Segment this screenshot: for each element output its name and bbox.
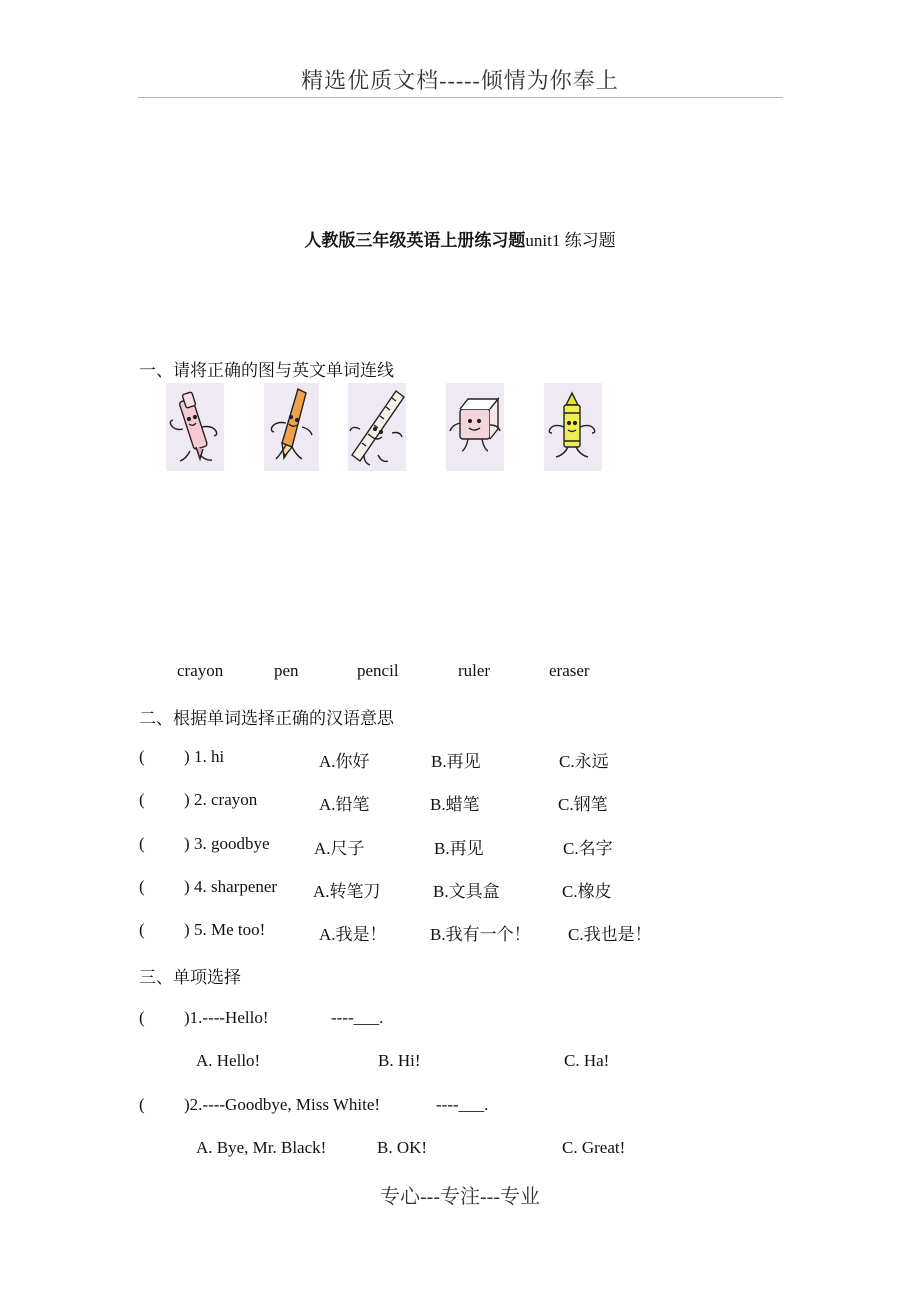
title-unit: unit1 练习题 xyxy=(525,231,616,250)
answer-paren-open: ( xyxy=(139,790,145,809)
title-bold: 人教版三年级英语上册练习题 xyxy=(304,231,526,250)
option-a: A.我是！ xyxy=(319,925,387,944)
option-c: C.橡皮 xyxy=(562,882,612,901)
answer-paren-open: ( xyxy=(139,1008,145,1027)
option-b: B.文具盒 xyxy=(433,882,500,901)
option-c: C. Ha! xyxy=(564,1051,610,1070)
pen-icon xyxy=(166,383,224,471)
pen-picture xyxy=(166,383,224,471)
option-a: A. Hello! xyxy=(196,1051,261,1070)
option-c: C.名字 xyxy=(563,839,613,858)
answer-paren-open: ( xyxy=(139,877,145,896)
option-a: A.铅笔 xyxy=(319,795,370,814)
ruler-picture xyxy=(348,383,406,471)
option-b: B.蜡笔 xyxy=(430,795,480,814)
answer-paren-open: ( xyxy=(139,920,145,939)
option-c: C.钢笔 xyxy=(558,795,608,814)
option-c: C.我也是！ xyxy=(568,925,652,944)
pencil-picture xyxy=(264,383,319,471)
page-footer: 专心---专注---专业 xyxy=(380,1186,540,1208)
worksheet-title xyxy=(0,226,920,251)
answer-paren-open: ( xyxy=(139,1095,145,1114)
word-eraser: eraser xyxy=(549,661,590,680)
option-b: B.我有一个！ xyxy=(430,925,531,944)
option-a: A.尺子 xyxy=(314,839,365,858)
option-a: A.你好 xyxy=(319,752,370,771)
eraser-icon xyxy=(446,383,504,471)
section1-heading: 一、请将正确的图与英文单词连线 xyxy=(139,361,394,380)
question-word: 3. goodbye xyxy=(194,834,270,853)
page-header: 精选优质文档-----倾情为你奉上 xyxy=(301,68,619,93)
question-word: 5. Me too! xyxy=(194,920,266,939)
question-word: 2. crayon xyxy=(194,790,258,809)
option-c: C.永远 xyxy=(559,752,609,771)
option-a: A.转笔刀 xyxy=(313,882,381,901)
question-word: 1. hi xyxy=(194,747,225,766)
option-b: B. OK! xyxy=(377,1138,428,1157)
question-text: )1.----Hello! xyxy=(184,1008,269,1027)
option-b: B.再见 xyxy=(431,752,481,771)
answer-blank: ----___. xyxy=(331,1008,384,1027)
answer-paren-close: ) xyxy=(184,920,190,939)
answer-paren-open: ( xyxy=(139,834,145,853)
question-text: )2.----Goodbye, Miss White! xyxy=(184,1095,381,1114)
ruler-icon xyxy=(348,383,406,471)
answer-paren-close: ) xyxy=(184,877,190,896)
section3-heading: 三、单项选择 xyxy=(139,968,241,987)
eraser-picture xyxy=(446,383,504,471)
word-pencil: pencil xyxy=(357,661,399,680)
option-b: B.再见 xyxy=(434,839,484,858)
option-c: C. Great! xyxy=(562,1138,626,1157)
crayon-picture xyxy=(544,383,602,471)
section2-heading: 二、根据单词选择正确的汉语意思 xyxy=(139,709,394,728)
question-word: 4. sharpener xyxy=(194,877,278,896)
answer-paren-close: ) xyxy=(184,747,190,766)
answer-paren-open: ( xyxy=(139,747,145,766)
pencil-icon xyxy=(264,383,319,471)
header-divider xyxy=(138,97,783,98)
option-a: A. Bye, Mr. Black! xyxy=(196,1138,327,1157)
option-b: B. Hi! xyxy=(378,1051,421,1070)
answer-blank: ----___. xyxy=(436,1095,489,1114)
word-crayon: crayon xyxy=(177,661,224,680)
answer-paren-close: ) xyxy=(184,790,190,809)
word-ruler: ruler xyxy=(458,661,491,680)
word-pen: pen xyxy=(274,661,299,680)
crayon-icon xyxy=(544,383,602,471)
answer-paren-close: ) xyxy=(184,834,190,853)
